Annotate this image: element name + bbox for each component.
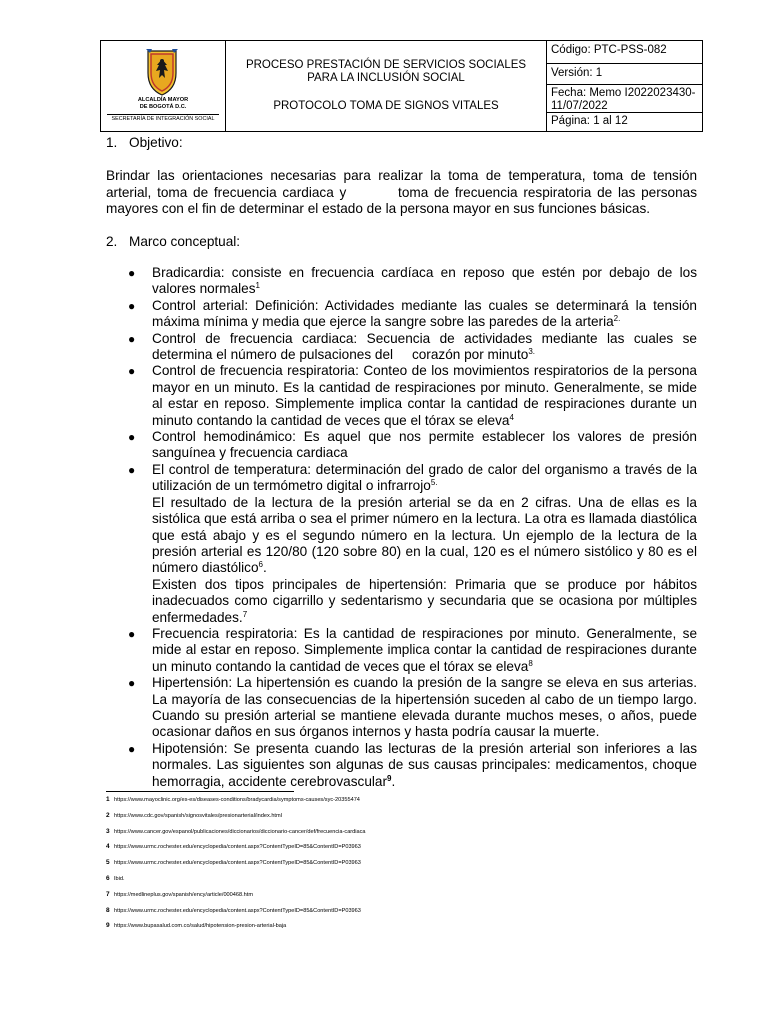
logo-text-line3: SECRETARÍA DE INTEGRACIÓN SOCIAL [111, 116, 215, 122]
document-date [547, 85, 702, 113]
footnote [106, 843, 366, 859]
footnote-ref: 2. [613, 314, 621, 324]
bullet-text: Bradicardia: consiste en frecuencia cardíaca en reposo que estén por debajo de los valores normales [152, 265, 697, 297]
bullet-text-b: corazón por minuto [411, 347, 529, 363]
footnote-ref: 7 [242, 609, 248, 619]
protocol-title: PROTOCOLO TOMA DE SIGNOS VITALES [273, 100, 499, 112]
date-line2: 11/07/2022 [551, 100, 608, 112]
logo-divider [107, 114, 219, 115]
bullet-icon: ● [128, 430, 136, 445]
page-number: Página: 1 al 12 [551, 115, 628, 127]
footnote-ref: 3. [528, 347, 535, 357]
bullet-icon: ● [128, 298, 136, 313]
list-item [128, 626, 697, 675]
footnote-ref: 9 [387, 773, 392, 783]
footnote-ref: 6 [258, 560, 263, 570]
document-header [100, 40, 703, 132]
footnote-ref: 1 [255, 281, 260, 291]
logo-text-line2: DE BOGOTÁ D.C. [139, 104, 187, 110]
bullet-text: Control arterial: Definición: Actividades mediante las cuales se determinará la tensión máxima mínima y media que ejerce la sangre sobre las paredes de la arteria [152, 297, 697, 330]
process-title-line2: PARA LA INCLUSIÓN SOCIAL [307, 72, 465, 84]
section1-text-a: Brindar las orientaciones necesarias para realizar la toma de temperatura, toma de tensión arterial, toma de frecuencia cardiaca y [106, 168, 697, 200]
section1-paragraph [106, 168, 697, 218]
footnote-number: 9 [106, 922, 110, 930]
footnote-link[interactable]: https://www.urmc.rochester.edu/encyclopedia/content.aspx?ContentTypeID=85&ContentID=P03963 [114, 844, 361, 851]
footnote [106, 828, 366, 844]
document-version: Versión: 1 [547, 64, 702, 85]
footnote-number: 8 [106, 906, 110, 914]
footnote-number: 5 [106, 859, 110, 867]
footnote-ref: 5. [430, 478, 438, 488]
footnote-link[interactable]: https://www.mayoclinic.org/es-es/diseases-conditions/bradycardia/symptoms-causes/syc-20355474 [114, 797, 360, 803]
section2-number: 2. [106, 234, 118, 249]
section2-title: Marco conceptual: [129, 234, 241, 249]
bullet-icon: ● [128, 462, 136, 477]
bullet-icon: ● [128, 741, 136, 756]
section1-title: Objetivo: [129, 135, 183, 150]
bogota-coat-of-arms-logo [142, 47, 182, 97]
bullet-icon: ● [128, 331, 136, 346]
bullet-text: Control de frecuencia respiratoria: Conteo de los movimientos respiratorios de la persona mayor en un minuto. Es la cantidad de respiraciones por minuto. Generalmente, se mide al estar en reposo. Simplemente implica contar la cantidad de respiraciones durante un minuto contando la cantidad de veces que el tórax se eleva [152, 363, 697, 428]
list-item [128, 363, 697, 429]
footnote-number: 2 [106, 811, 110, 819]
logo-cell [101, 41, 226, 131]
footnote [106, 922, 366, 938]
bullet-text: El control de temperatura: determinación del grado de calor del organismo a través de la utilización de un termómetro digital o infrarrojo [152, 461, 697, 494]
list-item [128, 265, 697, 298]
bullet-text: Control hemodinámico: Es aquel que nos permite establecer los valores de presión sanguínea y frecuencia cardiaca [152, 429, 697, 461]
concept-list [128, 265, 697, 790]
list-item [128, 741, 697, 790]
list-item [128, 331, 697, 364]
process-title-line1: PROCESO PRESTACIÓN DE SERVICIOS SOCIALES [245, 59, 527, 71]
footnote [106, 875, 366, 891]
footnote [106, 891, 366, 907]
footnote-number: 7 [106, 890, 110, 898]
logo-text-line1: ALCALDÍA MAYOR [137, 97, 189, 103]
list-item [128, 429, 697, 462]
footnote-text: Ibid. [114, 875, 125, 882]
bullet-paragraph-3: Existen dos tipos principales de hipertensión: Primaria que se produce por hábitos inadecuados como cigarrillo y sedentarismo y secundaria que se ocasiona por múltiples enfermedades. [152, 576, 697, 625]
bullet-paragraph-2: El resultado de la lectura de la presión arterial se da en 2 cifras. Una de ellas es la sistólica que está arriba o sea el primer número en la lectura. La otra es llamada diastólica que está abajo y es el segundo número en la lectura. Un ejemplo de la lectura de la presión arterial es 120/80 (120 sobre 80) en la cual, 120 es el número sistólico y 80 es el número diastólico [152, 494, 697, 576]
section2-heading [106, 234, 240, 251]
list-item [128, 298, 697, 331]
bullet-text: Control de frecuencia cardiaca: Secuencia de actividades mediante las cuales se determina el número de pulsaciones del [152, 330, 697, 363]
footnote-link[interactable]: https://www.urmc.rochester.edu/encyclopedia/content.aspx?ContentTypeID=85&ContentID=P03963 [114, 907, 361, 914]
document-code: Código: PTC-PSS-082 [547, 41, 702, 64]
bullet-icon: ● [128, 626, 136, 641]
footnote [106, 796, 366, 812]
metadata-cell [547, 41, 702, 131]
footnote [106, 859, 366, 875]
footnote [106, 812, 366, 828]
list-item: ● El control de temperatura: determinación del grado de calor del organismo a través de la utilización de un termómetro digital o infrarrojo$^{5.}$ El resultado de la lectura de la presión arterial se da en 2 cifras. Una de ellas es la sistólica que está arriba o sea el primer número en la lectura. La otra es llamada diastólica que está abajo y es el segundo número en la lectura. Un ejemplo de la lectura de la presión arterial es 120/80 (120 sobre 80) en la cual, 120 es el número sistólico y 80 es el número diastólico$^6$. Existen dos tipos principales de hipertensión: Primaria que se produce por hábitos inadecuados como cigarrillo y sedentarismo y secundaria que se ocasiona por múltiples enfermedades.$^7$ [128, 461, 697, 625]
bullet-tail: . [391, 773, 396, 789]
footnote-number: 3 [106, 827, 110, 835]
footnotes [106, 796, 366, 938]
title-cell [226, 41, 547, 131]
bullet-icon: ● [128, 364, 136, 379]
footnote-separator [106, 791, 294, 792]
bullet-icon: ● [128, 266, 136, 280]
bullet-text: Hipotensión: Se presenta cuando las lecturas de la presión arterial son inferiores a las normales. Las siguientes son algunas de sus causas principales: medicamentos, choque hemorragia, accidente cerebrovascular [152, 740, 697, 789]
footnote-number: 4 [106, 843, 110, 851]
section1-text-b: toma de frecuencia respiratoria de las personas mayores con el fin de determinar el estado de la persona mayor en sus funciones básicas. [106, 184, 698, 216]
section1-number: 1. [106, 135, 118, 150]
section1-heading [106, 135, 183, 152]
bullet-text: Hipertensión: La hipertensión es cuando la presión de la sangre se eleva en sus arterias. La mayoría de las consecuencias de la hipertensión suceden al cabo de un tiempo largo. Cuando su presión arterial se mantiene elevada durante muchos meses, o años, puede ocasionar daños en sus órganos internos y hasta podría causar la muerte. [152, 675, 697, 740]
list-item [128, 675, 697, 741]
footnote-link[interactable]: https://medlineplus.gov/spanish/ency/article/000468.htm [114, 891, 253, 898]
bullet-icon: ● [128, 676, 136, 691]
footnote-ref: 4 [509, 412, 514, 422]
footnote-link[interactable]: https://www.bupasalud.com.co/salud/hipotension-presion-arterial-baja [114, 923, 287, 930]
date-line1: Fecha: Memo I2022023430- [551, 87, 696, 99]
footnote-number: 6 [106, 874, 110, 882]
footnote-number: 1 [106, 796, 110, 803]
footnote-link[interactable]: https://www.cdc.gov/spanish/signosvitales/presionarterial/index.html [114, 812, 282, 819]
footnote [106, 907, 366, 923]
footnote-ref: 8 [528, 658, 533, 668]
bullet-text: Frecuencia respiratoria: Es la cantidad de respiraciones por minuto. Generalmente, se mide al estar en reposo. Simplemente implica contar la cantidad de respiraciones durante un minuto contando la cantidad de veces que el tórax se eleva [152, 625, 697, 674]
footnote-link[interactable]: https://www.cancer.gov/espanol/publicaciones/diccionarios/diccionario-cancer/def/frecuencia-cardiaca [114, 828, 366, 835]
footnote-link[interactable]: https://www.urmc.rochester.edu/encyclopedia/content.aspx?ContentTypeID=85&ContentID=P03963 [114, 860, 361, 867]
